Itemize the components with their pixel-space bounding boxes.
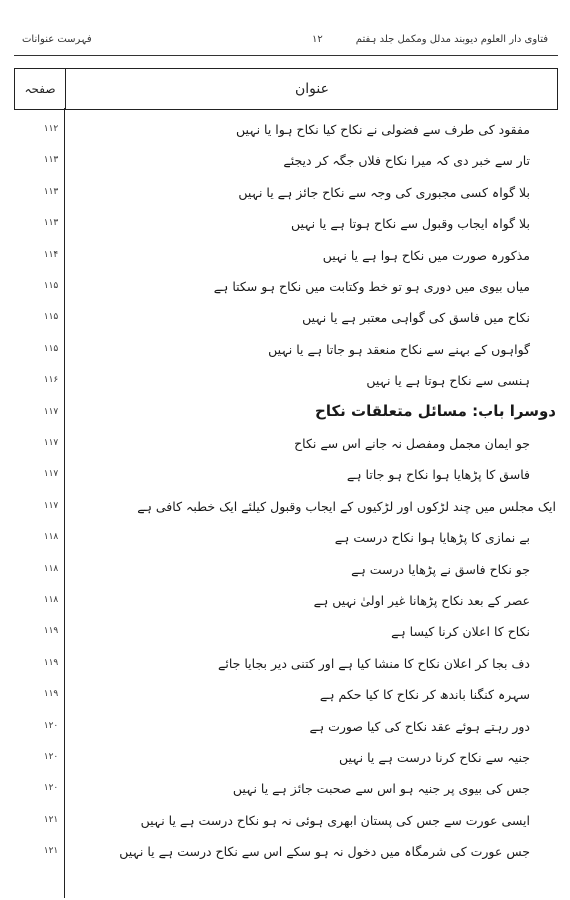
toc-entry [14,560,530,582]
toc-entry-title: فاسق کا پڑھایا ہوا نکاح ہو جاتا ہے [346,467,530,483]
toc-entry-title: عصر کے بعد نکاح پڑھانا غیر اولیٰ نہیں ہے [313,593,530,608]
toc-entry-title: جو ایمان مجمل ومفصل نہ جانے اس سے نکاح [294,436,530,451]
toc-entry [14,120,530,142]
toc-entry-page: ۱۱۸ [43,595,59,605]
toc-entry-page: ۱۱۷ [43,438,59,448]
toc-entry-page: ۱۲۰ [43,720,59,731]
toc-entry [14,779,530,801]
toc-entry-title: دف بجا کر اعلان نکاح کا منشا کیا ہے اور کتنی دیر بجایا جائے [218,655,530,671]
toc-entry [14,685,530,707]
toc-entry [14,717,530,739]
toc-entry-title: نکاح کا اعلان کرنا کیسا ہے [391,624,530,640]
toc-entry [14,591,530,613]
page-number: ۱۲ [312,34,323,45]
toc-entry-page: ۱۱۷ [43,469,59,480]
toc-entry [14,151,530,173]
toc-entry-title: بے نمازی کا پڑھایا ہوا نکاح درست ہے [334,530,530,546]
toc-entry-page: ۱۱۳ [43,218,59,229]
header-rule [14,55,558,56]
toc-entry [14,340,530,362]
toc-entry-page: ۱۱۹ [43,657,59,668]
toc-entry-title: مذکورہ صورت میں نکاح ہوا ہے یا نہیں [322,247,530,263]
toc-entry-page: ۱۱۷ [43,406,59,417]
running-head-title: فتاوی دار العلوم دیوبند مدلل ومکمل جلد ہفتم [355,34,548,45]
toc-entry [14,497,556,519]
toc-entry [14,183,530,205]
running-head [22,30,548,52]
running-head-left: فہرست عنوانات [22,34,92,45]
toc-entry [14,528,530,550]
toc-entry [14,622,530,644]
toc-entry [14,214,530,236]
toc-entry [14,371,530,393]
toc-entry-page: ۱۱۳ [43,186,59,197]
toc-entry-title: تار سے خبر دی کہ میرا نکاح فلاں جگہ کر دیجئے [283,153,530,169]
toc-entry-page: ۱۱۷ [43,500,59,511]
toc-entry-page: ۱۱۹ [43,689,59,700]
toc-entry-page: ۱۱۴ [43,249,59,260]
toc-entry-title: ہنسی سے نکاح ہوتا ہے یا نہیں [366,373,530,389]
toc-entry-title: بلا گواہ ایجاب وقبول سے نکاح ہوتا ہے یا نہیں [291,216,530,232]
toc-entry [14,277,530,299]
toc-entry-page: ۱۲۰ [43,783,59,794]
toc-entry-title: سہرہ کنگنا باندھ کر نکاح کا کیا حکم ہے [319,687,530,703]
toc-entry-title: ایک مجلس میں چند لڑکوں اور لڑکیوں کے ایجاب وقبول کیلئے ایک خطبہ کافی ہے [137,498,556,514]
toc-entry [14,842,530,864]
toc-entry-page: ۱۱۵ [43,343,59,354]
toc-entry-title: مفقود کی طرف سے فضولی نے نکاح کیا نکاح ہوا یا نہیں [235,122,530,137]
toc-entry-title: بلا گواہ کسی مجبوری کی وجہ سے نکاح جائز ہے یا نہیں [238,184,530,200]
toc-entry-page: ۱۱۲ [43,124,59,134]
toc-entry-title: میاں بیوی میں دوری ہو تو خط وکتابت میں نکاح ہو سکتا ہے [213,279,530,294]
toc-entry-title: نکاح میں فاسق کی گواہی معتبر ہے یا نہیں [302,310,530,326]
toc-table-header [14,68,558,110]
toc-entry-title: جو نکاح فاسق نے پڑھایا درست ہے [351,561,530,577]
toc-entry [14,654,530,676]
toc-entry-title: ایسی عورت سے جس کی پستان ابھری ہوئی نہ ہو نکاح درست ہے یا نہیں [140,812,530,828]
toc-entry-page: ۱۱۵ [43,281,59,291]
toc-entry [14,308,530,330]
toc-entry [14,246,530,268]
toc-entry-title: گواہوں کے بہنے سے نکاح منعقد ہو جاتا ہے یا نہیں [268,341,530,357]
title-column-header: عنوان [295,81,329,97]
toc-entry-page: ۱۱۹ [43,626,59,637]
toc-entry-title: جس عورت کی شرمگاہ میں دخول نہ ہو سکے اس سے نکاح درست ہے یا نہیں [119,844,530,860]
toc-section-heading [14,401,556,425]
toc-entry-page: ۱۲۱ [43,814,59,825]
toc-entry-page: ۱۱۵ [43,312,59,323]
toc-entry [14,434,530,456]
toc-entry-page: ۱۲۱ [43,846,59,857]
toc-entry [14,748,530,770]
toc-entry-page: ۱۱۶ [43,375,59,386]
toc-entry [14,811,530,833]
toc-entry-title: جس کی بیوی پر جنیہ ہو اس سے صحبت جائز ہے یا نہیں [232,781,530,797]
page-column-header: صفحہ [15,69,66,109]
toc-entry-title: دوسرا باب: مسائل متعلقات نکاح [315,401,556,420]
toc-entry-page: ۱۱۸ [43,532,59,543]
toc-entry [14,465,530,487]
toc-entry-page: ۱۱۳ [43,155,59,166]
toc-entry-page: ۱۱۸ [43,563,59,574]
toc-entry-page: ۱۲۰ [43,752,59,762]
toc-entry-title: دور رہتے ہوئے عقد نکاح کی کیا صورت ہے [309,718,530,734]
toc-entry-title: جنیہ سے نکاح کرنا درست ہے یا نہیں [339,750,530,765]
